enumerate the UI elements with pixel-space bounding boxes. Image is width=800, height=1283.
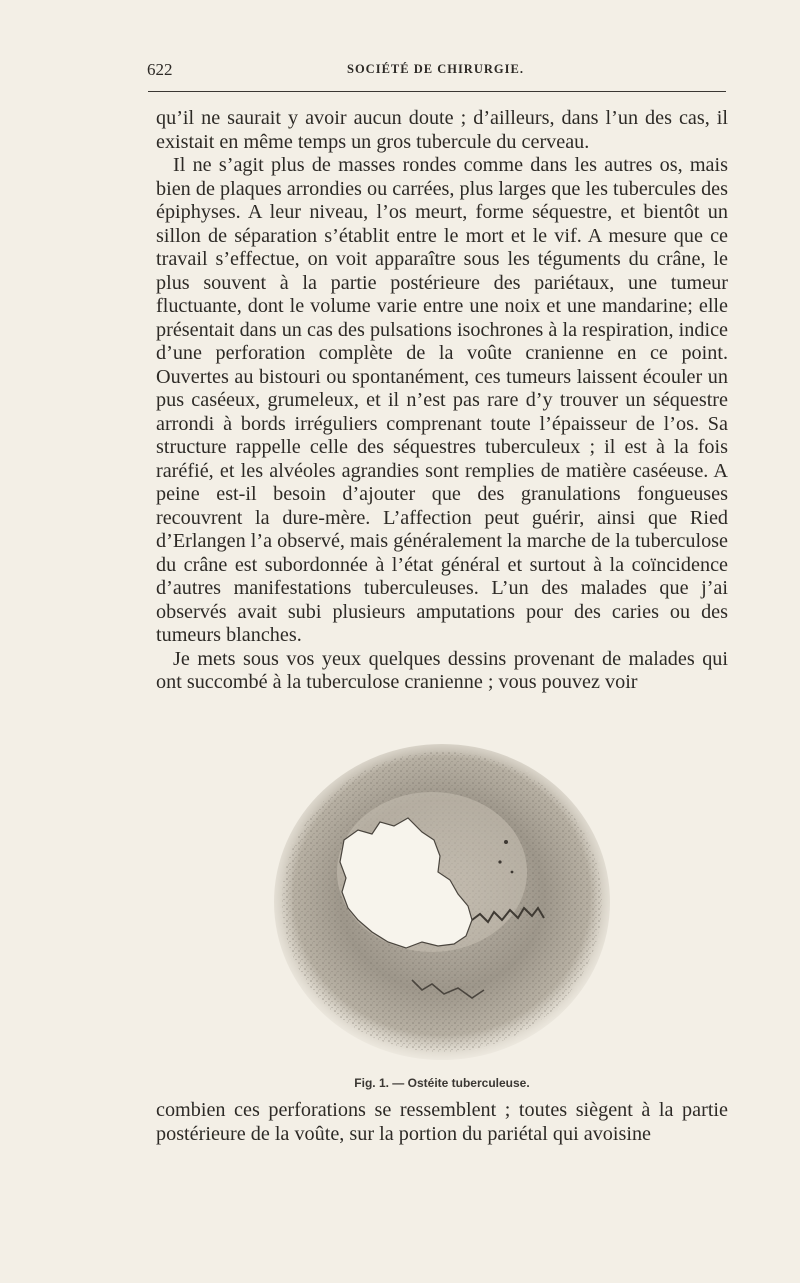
dot [504, 840, 508, 844]
figure-illustration [262, 722, 622, 1072]
figure-caption: Fig. 1. — Ostéite tuberculeuse. [354, 1076, 530, 1090]
paragraph: qu’il ne saurait y avoir aucun doute ; d’ailleurs, dans l’un des cas, il existait en même temps un gros tubercule du cerveau. [156, 107, 728, 153]
paragraph: Il ne s’agit plus de masses rondes comme dans les autres os, mais bien de plaques arrondies ou carrées, plus larges que les tubercules des épiphyses. A leur niveau, l’os meurt, forme séquestre, et bientôt un sillon de séparation s’établit entre le mort et le vif. A mesure que ce travail s’effectue, on voit apparaître sous les téguments du crâne, le plus souvent à la partie postérieure des pariétaux, une tumeur fluctuante, dont le volume varie entre une noix et une mandarine; elle présentait dans un cas des pulsations isochrones à la respiration, indice d’une perforation complète de la voûte cranienne en ce point. Ouvertes au bistouri ou spontanément, ces tumeurs laissent écouler un pus caséeux, grumeleux, et il n’est pas rare d’y trouver un séquestre arrondi à bords irréguliers comprenant toute l’épaisseur de l’os. Sa structure rappelle celle des séquestres tuberculeux ; il est à la fois raréfié, et les alvéoles agrandies sont remplies de matière caséeuse. A peine est-il besoin d’ajouter que des granulations fongueuses recouvrent la dure-mère. L’affection peut guérir, ainsi que Ried d’Erlangen l’a observé, mais généralement la marche de la tuberculose du crâne est subordonnée à l’état général et surtout à la coïncidence d’autres manifestations tuberculeuses. L’un des malades que j’ai observés avait subi plusieurs amputations pour des caries ou des tumeurs blanches. [156, 154, 728, 646]
skull-lesion-drawing [262, 722, 622, 1072]
paragraph: Je mets sous vos yeux quelques dessins provenant de malades qui ont succombé à la tuberculose cranienne ; vous pouvez voir [156, 647, 728, 693]
paragraph: combien ces perforations se ressemblent ; toutes siègent à la partie postérieure de la voûte, sur la portion du pariétal qui avoisine [156, 1099, 728, 1145]
body-text-bottom [156, 1099, 728, 1146]
dot [498, 860, 501, 863]
dot [511, 871, 514, 874]
body-text-top [156, 107, 728, 695]
page-header [147, 58, 727, 88]
header-rule [148, 91, 726, 92]
page-number: 622 [147, 60, 173, 79]
running-head: SOCIÉTÉ DE CHIRURGIE. [347, 62, 524, 76]
